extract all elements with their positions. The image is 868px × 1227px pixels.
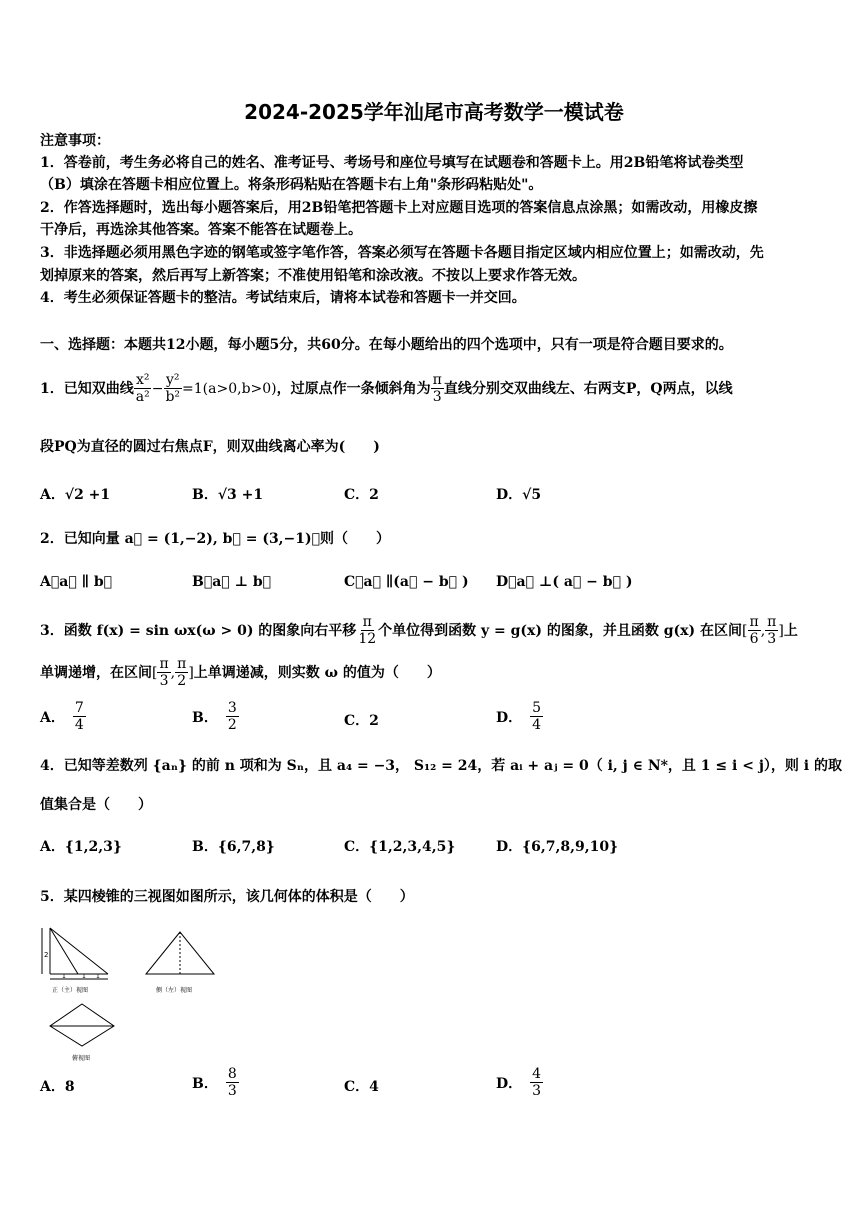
q1-equation: =1(a>0,b>0) xyxy=(182,380,277,397)
notice-line: 干净后，再选涂其他答案。答案不能答在试题卷上。 xyxy=(40,222,362,238)
notice-line: 4．考生必须保证答题卡的整洁。考试结束后，请将本试卷和答题卡一并交回。 xyxy=(40,290,526,306)
fig-label: 1 xyxy=(82,973,86,980)
q4-option-c[interactable]: C．{1,2,3,4,5} xyxy=(344,839,456,855)
section-heading: 一、选择题：本题共12小题，每小题5分，共60分。在每小题给出的四个选项中，只有一项是符合题目要求的。 xyxy=(40,337,733,353)
q4-option-b[interactable]: B．{6,7,8} xyxy=(192,839,275,855)
fig-label: 2 xyxy=(44,951,49,959)
fraction: $\frac{\pi}{6}$ xyxy=(749,614,759,647)
front-view xyxy=(42,928,108,979)
q4-line2: 值集合是（ ） xyxy=(40,797,152,813)
question-4: 4．已知等差数列 {aₙ} 的前 n 项和为 Sₙ，且 a₄ = −3， S₁₂ = 24，若 aᵢ + aⱼ = 0（ i, j ∈ N*，且 1 ≤ i < j），则 i 的取 xyxy=(40,758,842,774)
q3-option-d[interactable]: D． $\frac{5}{4}$ xyxy=(496,700,542,733)
q2-option-a[interactable]: A．a⃗ ∥ b⃗ xyxy=(40,574,113,590)
q5-option-a[interactable]: A．8 xyxy=(40,1079,75,1095)
q1-line2: 段PQ为直径的圆过右焦点F，则双曲线离心率为( ) xyxy=(40,439,380,455)
page-title: 2024-2025学年汕尾市高考数学一模试卷 xyxy=(244,100,624,124)
fraction: $\frac{\pi}{3}$ xyxy=(432,372,442,405)
q1-text: 直线分别交双曲线左、右两支P，Q两点，以线 xyxy=(443,380,733,397)
three-view-figure xyxy=(38,922,218,1064)
q3-text: 个单位得到函数 y = g(x) 的图象，并且函数 g(x) 在区间 xyxy=(378,622,743,639)
q3-text: 3．函数 f(x) = sin ωx(ω > 0) 的图象向右平移 xyxy=(40,622,357,639)
question-1: 1．已知双曲线 $\frac{\text{x²}}{\text{a²}}$ − $\frac{\text{y²}}{\text{b²}}$ =1(a>0,b>0) ，过原点作一条倾斜角为 $\frac{\pi}{3}$ 直线分别交双曲线左、右两支P，Q两点，以线 xyxy=(40,372,733,405)
q1-text: 1．已知双曲线 xyxy=(40,380,134,397)
q2-option-b[interactable]: B．a⃗ ⊥ b⃗ xyxy=(192,574,272,590)
q2-option-c[interactable]: C．a⃗ ∥(a⃗ − b⃗ ) xyxy=(344,574,469,590)
side-view xyxy=(146,932,214,974)
q3-option-c[interactable]: C．2 xyxy=(344,713,379,729)
q1-text: ，过原点作一条倾斜角为 xyxy=(276,380,431,397)
q4-option-a[interactable]: A．{1,2,3} xyxy=(40,839,122,855)
fig-label: 1 xyxy=(96,973,100,980)
q5-option-c[interactable]: C．4 xyxy=(344,1079,379,1095)
fig-label: 1 xyxy=(62,973,66,980)
top-view xyxy=(50,1004,114,1046)
q5-option-d[interactable]: D． $\frac{4}{3}$ xyxy=(496,1066,542,1099)
q3-text: 上单调递减，则实数 ω 的值为（ ） xyxy=(193,664,441,681)
fraction: $\frac{\pi}{12}$ xyxy=(358,614,377,647)
q3-text: 单调递增，在区间 xyxy=(40,664,152,681)
notice-line: 3．非选择题必须用黑色字迹的钢笔或签字笔作答，答案必须写在答题卡各题目指定区域内相应位置上；如需改动，先 xyxy=(40,245,764,261)
notice-line: （B）填涂在答题卡相应位置上。将条形码粘贴在答题卡右上角"条形码粘贴处"。 xyxy=(40,177,543,193)
notice-line: 划掉原来的答案，然后再写上新答案；不准使用铅笔和涂改液。不按以上要求作答无效。 xyxy=(40,268,586,284)
q3-line2: 单调递增，在区间 [ $\frac{\pi}{3}$ , $\frac{\pi}{2}$ ] 上单调递减，则实数 ω 的值为（ ） xyxy=(40,656,441,689)
fraction: $\frac{\text{x²}}{\text{a²}}$ xyxy=(135,372,150,405)
q1-option-d[interactable]: D．√5 xyxy=(496,487,542,503)
notice-line: 1．答卷前，考生务必将自己的姓名、准考证号、考场号和座位号填写在试题卷和答题卡上。用2B铅笔将试卷类型 xyxy=(40,155,744,171)
question-3: 3．函数 f(x) = sin ωx(ω > 0) 的图象向右平移 $\frac{\pi}{12}$ 个单位得到函数 y = g(x) 的图象，并且函数 g(x) 在区间 [ $\frac{\pi}{6}$ , $\frac{\pi}{3}$ ] 上 xyxy=(40,614,798,647)
fraction: $\frac{\pi}{3}$ xyxy=(159,656,169,689)
fraction: $\frac{\pi}{2}$ xyxy=(177,656,187,689)
q1-option-a[interactable]: A．√2 +1 xyxy=(40,487,111,503)
q4-option-d[interactable]: D．{6,7,8,9,10} xyxy=(496,839,619,855)
fig-label: 侧（左）视图 xyxy=(156,987,193,994)
fraction: $\frac{\pi}{3}$ xyxy=(767,614,777,647)
notice-line: 2．作答选择题时，选出每小题答案后，用2B铅笔把答题卡上对应题目选项的答案信息点涂黑；如需改动，用橡皮擦 xyxy=(40,200,758,216)
q3-option-b[interactable]: B． $\frac{3}{2}$ xyxy=(192,700,237,733)
q1-option-c[interactable]: C．2 xyxy=(344,487,379,503)
q3-option-a[interactable]: A． $\frac{7}{4}$ xyxy=(40,700,84,733)
q5-option-b[interactable]: B． $\frac{8}{3}$ xyxy=(192,1066,237,1099)
fig-label: 正（主）视图 xyxy=(52,987,89,994)
notice-heading: 注意事项： xyxy=(40,133,110,149)
fig-label: 俯视图 xyxy=(72,1055,91,1062)
question-2: 2．已知向量 a⃗ = (1,−2), b⃗ = (3,−1)，则（ ） xyxy=(40,531,391,547)
fraction: $\frac{\text{y²}}{\text{b²}}$ xyxy=(165,372,181,405)
question-5: 5．某四棱锥的三视图如图所示，该几何体的体积是（ ） xyxy=(40,889,414,905)
q1-option-b[interactable]: B．√3 +1 xyxy=(192,487,264,503)
q2-option-d[interactable]: D．a⃗ ⊥( a⃗ − b⃗ ) xyxy=(496,574,633,590)
q3-text: 上 xyxy=(783,622,798,639)
